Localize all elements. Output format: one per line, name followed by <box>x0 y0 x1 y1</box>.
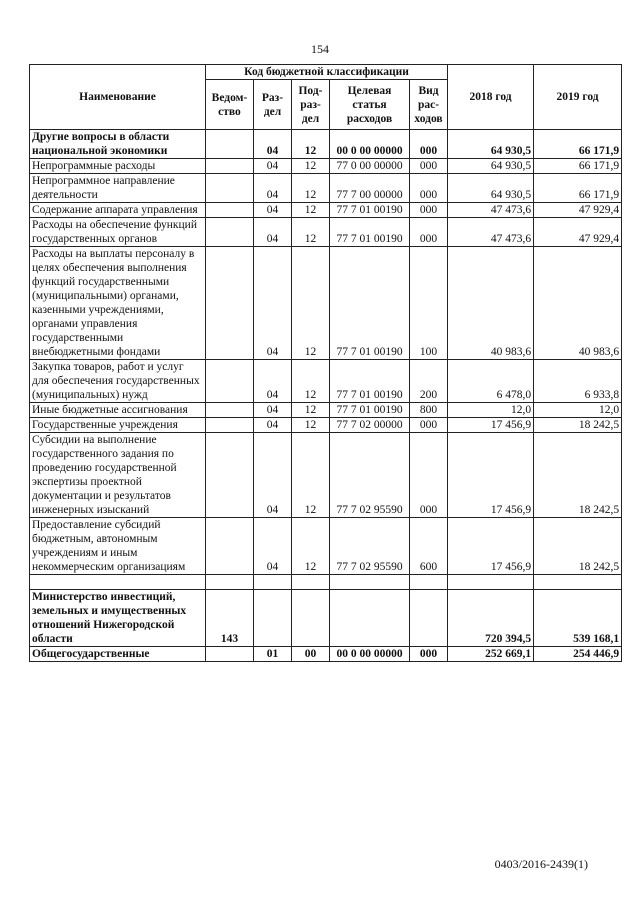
row-2018: 64 930,5 <box>448 174 534 203</box>
row-tsel: 77 7 01 00190 <box>330 403 410 418</box>
row-podrazdel: 12 <box>292 518 330 575</box>
row-vid: 000 <box>410 203 448 218</box>
table-row <box>30 575 622 590</box>
row-podrazdel: 12 <box>292 418 330 433</box>
row-2019: 66 171,9 <box>534 159 622 174</box>
row-tsel <box>330 575 410 590</box>
row-ved <box>206 647 254 662</box>
header-vedomstvo: Ведом- ство <box>206 80 254 130</box>
row-tsel: 77 7 02 00000 <box>330 418 410 433</box>
row-2019: 40 983,6 <box>534 247 622 360</box>
row-2018: 12,0 <box>448 403 534 418</box>
header-code-group: Код бюджетной классификации <box>206 65 448 80</box>
row-vid: 000 <box>410 218 448 247</box>
row-podrazdel: 12 <box>292 159 330 174</box>
row-2018: 17 456,9 <box>448 518 534 575</box>
row-name: Непрограммное направление деятельности <box>30 174 206 203</box>
row-razdel <box>254 575 292 590</box>
row-vid <box>410 575 448 590</box>
row-tsel: 00 0 00 00000 <box>330 130 410 159</box>
row-2018: 252 669,1 <box>448 647 534 662</box>
row-name: Закупка товаров, работ и услуг для обеспечения государственных (муниципальных) нужд <box>30 360 206 403</box>
row-podrazdel: 12 <box>292 203 330 218</box>
row-name: Расходы на обеспечение функций государственных органов <box>30 218 206 247</box>
row-podrazdel: 12 <box>292 218 330 247</box>
row-2018: 47 473,6 <box>448 203 534 218</box>
row-podrazdel: 12 <box>292 433 330 518</box>
row-podrazdel: 12 <box>292 360 330 403</box>
row-ved <box>206 130 254 159</box>
row-name: Другие вопросы в области национальной экономики <box>30 130 206 159</box>
row-ved <box>206 203 254 218</box>
row-razdel: 04 <box>254 433 292 518</box>
row-2018: 6 478,0 <box>448 360 534 403</box>
row-tsel: 77 7 01 00190 <box>330 218 410 247</box>
row-2019 <box>534 575 622 590</box>
table-row <box>30 590 622 647</box>
row-razdel: 04 <box>254 518 292 575</box>
row-2018: 64 930,5 <box>448 159 534 174</box>
row-2018 <box>448 575 534 590</box>
header-podrazdel: Под- раз- дел <box>292 80 330 130</box>
row-ved <box>206 218 254 247</box>
row-razdel: 04 <box>254 174 292 203</box>
header-2019: 2019 год <box>534 65 622 130</box>
row-ved <box>206 518 254 575</box>
row-tsel <box>330 590 410 647</box>
row-name: Содержание аппарата управления <box>30 203 206 218</box>
row-2018: 64 930,5 <box>448 130 534 159</box>
row-name: Предоставление субсидий бюджетным, автономным учреждениям и иным некоммерческим организациям <box>30 518 206 575</box>
row-2019: 18 242,5 <box>534 433 622 518</box>
row-razdel: 04 <box>254 403 292 418</box>
row-podrazdel <box>292 575 330 590</box>
row-vid: 000 <box>410 647 448 662</box>
table-row <box>30 403 622 418</box>
row-tsel: 77 7 00 00000 <box>330 174 410 203</box>
row-tsel: 77 7 01 00190 <box>330 360 410 403</box>
table-row <box>30 203 622 218</box>
row-vid: 800 <box>410 403 448 418</box>
row-ved <box>206 360 254 403</box>
row-2019: 6 933,8 <box>534 360 622 403</box>
row-podrazdel <box>292 590 330 647</box>
row-2018: 47 473,6 <box>448 218 534 247</box>
row-ved <box>206 575 254 590</box>
row-ved <box>206 174 254 203</box>
row-razdel <box>254 590 292 647</box>
row-tsel: 77 7 02 95590 <box>330 433 410 518</box>
header-2018: 2018 год <box>448 65 534 130</box>
document-code: 0403/2016-2439(1) <box>494 857 588 871</box>
table-row <box>30 433 622 518</box>
row-vid: 100 <box>410 247 448 360</box>
row-vid: 000 <box>410 433 448 518</box>
row-razdel: 01 <box>254 647 292 662</box>
row-podrazdel: 00 <box>292 647 330 662</box>
table-row <box>30 647 622 662</box>
row-2019: 66 171,9 <box>534 174 622 203</box>
row-vid: 000 <box>410 418 448 433</box>
row-tsel: 77 0 00 00000 <box>330 159 410 174</box>
row-name: Иные бюджетные ассигнования <box>30 403 206 418</box>
row-2018: 17 456,9 <box>448 433 534 518</box>
row-vid <box>410 590 448 647</box>
row-razdel: 04 <box>254 159 292 174</box>
row-tsel: 00 0 00 00000 <box>330 647 410 662</box>
budget-table <box>29 64 622 662</box>
row-ved <box>206 418 254 433</box>
row-tsel: 77 7 01 00190 <box>330 203 410 218</box>
row-2019: 66 171,9 <box>534 130 622 159</box>
page-number: 154 <box>311 42 329 56</box>
row-2019: 18 242,5 <box>534 518 622 575</box>
row-2019: 254 446,9 <box>534 647 622 662</box>
row-vid: 200 <box>410 360 448 403</box>
row-podrazdel: 12 <box>292 403 330 418</box>
header-razdel: Раз- дел <box>254 80 292 130</box>
table-row <box>30 360 622 403</box>
row-2018: 720 394,5 <box>448 590 534 647</box>
row-name: Общегосударственные <box>30 647 206 662</box>
row-2018: 40 983,6 <box>448 247 534 360</box>
row-name: Расходы на выплаты персоналу в целях обеспечения выполнения функций государственными (муниципальными) органами, казенными учреждениями, органами управления государственными внебюджетными фондами <box>30 247 206 360</box>
row-razdel: 04 <box>254 218 292 247</box>
row-ved <box>206 247 254 360</box>
row-name <box>30 575 206 590</box>
row-tsel: 77 7 02 95590 <box>330 518 410 575</box>
table-row <box>30 130 622 159</box>
row-podrazdel: 12 <box>292 174 330 203</box>
header-vid-rashodov: Вид рас- ходов <box>410 80 448 130</box>
row-vid: 000 <box>410 174 448 203</box>
row-razdel: 04 <box>254 130 292 159</box>
row-razdel: 04 <box>254 247 292 360</box>
row-razdel: 04 <box>254 203 292 218</box>
header-tselevaya-statya: Целевая статья расходов <box>330 80 410 130</box>
row-razdel: 04 <box>254 418 292 433</box>
row-podrazdel: 12 <box>292 130 330 159</box>
row-name: Субсидии на выполнение государственного задания по проведению государственной экспертизы проектной документации и результатов инженерных изысканий <box>30 433 206 518</box>
row-razdel: 04 <box>254 360 292 403</box>
row-ved <box>206 433 254 518</box>
row-name: Непрограммные расходы <box>30 159 206 174</box>
table-row <box>30 518 622 575</box>
row-2019: 47 929,4 <box>534 218 622 247</box>
row-tsel: 77 7 01 00190 <box>330 247 410 360</box>
row-2019: 539 168,1 <box>534 590 622 647</box>
row-2019: 47 929,4 <box>534 203 622 218</box>
row-ved: 143 <box>206 590 254 647</box>
header-name: Наименование <box>30 65 206 130</box>
row-vid: 000 <box>410 130 448 159</box>
row-ved <box>206 159 254 174</box>
row-2019: 18 242,5 <box>534 418 622 433</box>
row-vid: 000 <box>410 159 448 174</box>
table-row <box>30 174 622 203</box>
row-podrazdel: 12 <box>292 247 330 360</box>
table-row <box>30 247 622 360</box>
row-2018: 17 456,9 <box>448 418 534 433</box>
table-row <box>30 159 622 174</box>
row-name: Министерство инвестиций, земельных и имущественных отношений Нижегородской области <box>30 590 206 647</box>
table-row <box>30 418 622 433</box>
row-vid: 600 <box>410 518 448 575</box>
table-row <box>30 218 622 247</box>
row-ved <box>206 403 254 418</box>
row-2019: 12,0 <box>534 403 622 418</box>
row-name: Государственные учреждения <box>30 418 206 433</box>
